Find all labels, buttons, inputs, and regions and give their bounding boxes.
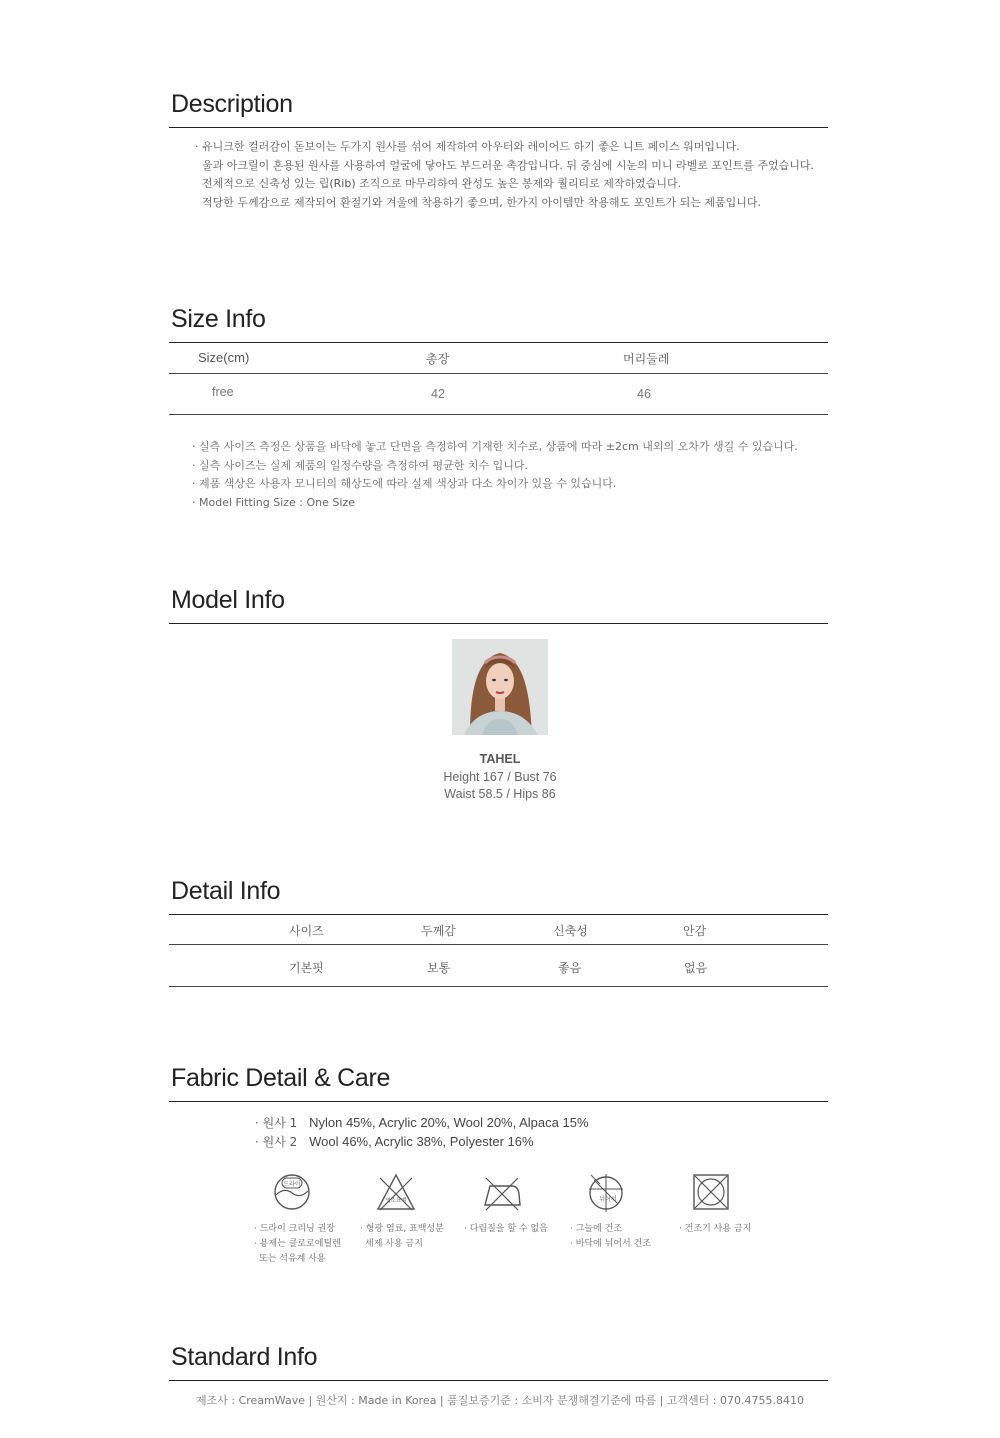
size-table-top-rule (169, 342, 828, 343)
care-text-flat-dry (570, 1222, 651, 1252)
detail-table-top-rule (169, 914, 828, 915)
svg-text:드라이: 드라이 (283, 1181, 301, 1188)
yarn-2-composition: Wool 46%, Acrylic 38%, Polyester 16% (309, 1134, 534, 1149)
size-header-length: 총장 (426, 352, 450, 366)
description-line: 적당한 두께감으로 제작되어 환절기와 겨울에 착용하기 좋으며, 한가지 아이템만 착용해도 포인트가 되는 제품입니다. (202, 195, 761, 209)
care-line: 또는 석유계 사용 (259, 1254, 326, 1264)
no-bleach-icon (376, 1172, 416, 1212)
size-header-head-circumference: 머리둘레 (623, 352, 670, 366)
description-line: · 유니크한 컬러감이 돋보이는 두가지 원사를 섞어 제작하여 아우터와 레이어드 하기 좋은 니트 페이스 워머입니다. (195, 140, 740, 153)
yarn-1-composition: Nylon 45%, Acrylic 20%, Wool 20%, Alpaca 15% (309, 1115, 589, 1130)
size-value-size: free (212, 385, 234, 399)
standard-info-title: Standard Info (171, 1343, 318, 1371)
model-info-divider (169, 623, 828, 624)
care-text-no-tumble-dry (679, 1222, 751, 1237)
no-iron-icon (482, 1172, 522, 1212)
detail-value-thickness: 보통 (427, 961, 451, 975)
size-note: · 제품 색상은 사용자 모니터의 해상도에 따라 실제 색상과 다소 차이가 있을 수 있습니다. (192, 477, 617, 490)
yarn-1-label: · 원사 1 (255, 1116, 298, 1130)
detail-value-lining: 없음 (684, 961, 708, 975)
detail-header-thickness: 두께감 (421, 924, 456, 938)
size-note: · 실측 사이즈 측정은 상품을 바닥에 놓고 단면을 측정하여 기재한 치수로, 상품에 따라 ±2cm 내외의 오차가 생길 수 있습니다. (192, 440, 798, 453)
fabric-care-divider (169, 1101, 828, 1102)
model-measurements-1: Height 167 / Bust 76 (443, 770, 557, 784)
care-line: · 그늘에 건조 (570, 1224, 623, 1234)
care-line: · 드라이 크리닝 권장 (254, 1224, 335, 1234)
detail-info-title: Detail Info (171, 877, 281, 905)
care-line: 세제 사용 금지 (365, 1239, 423, 1249)
standard-info-text: 제조사 : CreamWave | 원산지 : Made in Korea | 품질보증기준 : 소비자 분쟁해결기준에 따름 | 고객센터 : 070.4755.8410 (196, 1394, 804, 1407)
size-header-size: Size(cm) (198, 350, 250, 365)
detail-table-bottom-rule (169, 986, 828, 987)
flat-dry-shade-icon (586, 1172, 626, 1212)
model-info-title: Model Info (171, 586, 285, 614)
detail-header-stretch: 신축성 (553, 924, 588, 938)
detail-table-header-rule (169, 944, 828, 945)
no-tumble-dry-icon (691, 1172, 731, 1212)
description-title: Description (171, 90, 293, 118)
care-line: · 건조기 사용 금지 (679, 1224, 752, 1234)
detail-value-size: 기본핏 (289, 961, 324, 975)
size-note: · 실측 사이즈는 실제 제품의 일정수량을 측정하여 평균한 치수 입니다. (192, 458, 528, 472)
size-notes (192, 438, 798, 512)
svg-text:염소표백: 염소표백 (385, 1198, 407, 1204)
dry-clean-icon (272, 1172, 312, 1212)
size-table-header-rule (169, 373, 828, 374)
detail-header-size: 사이즈 (289, 924, 324, 938)
yarn-2 (255, 1133, 534, 1150)
fabric-care-title: Fabric Detail & Care (171, 1064, 391, 1092)
size-note: · Model Fitting Size : One Size (192, 495, 355, 509)
model-photo (452, 639, 548, 735)
detail-header-lining: 안감 (683, 924, 707, 938)
size-table-bottom-rule (169, 414, 828, 415)
description-line: 전체적으로 신축성 있는 립(Rib) 조직으로 마무리하여 완성도 높은 봉제와 퀄리티로 제작하였습니다. (202, 177, 682, 190)
yarn-2-label: · 원사 2 (255, 1135, 298, 1149)
care-text-no-bleach (360, 1222, 444, 1252)
svg-text:뉘어서: 뉘어서 (599, 1196, 617, 1203)
size-value-head-circumference: 46 (637, 387, 651, 401)
standard-info-divider (169, 1380, 828, 1381)
care-text-dry-clean (254, 1222, 341, 1267)
care-text-no-iron (464, 1222, 548, 1237)
model-measurements-2: Waist 58.5 / Hips 86 (444, 787, 556, 801)
description-divider (169, 127, 828, 128)
description-text (195, 138, 814, 212)
description-line: 울과 아크릴이 혼용된 원사를 사용하여 얼굴에 닿아도 부드러운 촉감입니다. 뒤 중심에 시눈의 미니 라벨로 포인트를 주었습니다. (202, 158, 814, 172)
yarn-1 (255, 1114, 589, 1131)
model-name: TAHEL (479, 752, 521, 766)
size-value-length: 42 (431, 387, 445, 401)
care-line: · 용제는 클로로에틸렌 (254, 1239, 341, 1249)
care-line: · 형광 염료, 표백성분 (360, 1224, 444, 1234)
size-info-title: Size Info (171, 305, 266, 333)
care-line: · 바닥에 뉘어서 건조 (570, 1239, 651, 1249)
care-line: · 다림질을 할 수 없음 (464, 1224, 548, 1234)
detail-value-stretch: 좋음 (558, 961, 582, 975)
